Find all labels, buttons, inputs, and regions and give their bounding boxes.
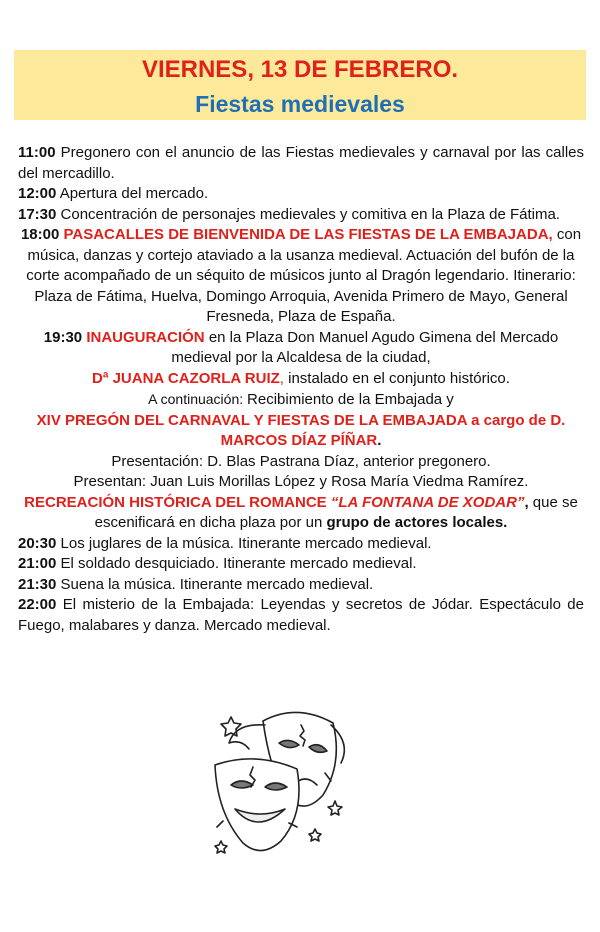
- schedule-item-2030: [18, 534, 584, 555]
- schedule-item-2200: [18, 595, 584, 636]
- description: instalado en el conjunto histórico.: [283, 369, 510, 387]
- host-comma: ,: [279, 369, 284, 387]
- schedule-item-1930: [18, 328, 584, 369]
- description: Concentración de personajes medievales y comitiva en la Plaza de Fátima.: [56, 205, 560, 223]
- recreation-comma: ,: [524, 493, 529, 511]
- time: 20:30: [18, 534, 57, 552]
- schedule-item-1730: [18, 205, 584, 226]
- page-title: VIERNES, 13 DE FEBRERO.: [141, 56, 459, 83]
- schedule-item-1100: [18, 143, 584, 184]
- event-title: INAUGURACIÓN: [86, 328, 205, 346]
- schedule-item-2100: [18, 554, 584, 575]
- page-subtitle: Fiestas medievales: [195, 91, 405, 117]
- schedule-item-1800: [18, 225, 584, 328]
- schedule-item-1200: [18, 184, 584, 205]
- time: 18:00: [20, 226, 64, 243]
- next-event: [18, 389, 584, 411]
- pregon-title: XIV PREGÓN DEL CARNAVAL Y FIESTAS DE LA EMBAJADA a cargo de D. MARCOS DÍAZ PÍÑAR: [36, 411, 566, 449]
- schedule: [18, 143, 584, 636]
- recreation-title: RECREACIÓN HISTÓRICA DEL ROMANCE: [24, 493, 331, 511]
- event-title: PASACALLES DE BIENVENIDA DE LAS FIESTAS DE LA EMBAJADA,: [63, 226, 553, 243]
- description: Pregonero con el anuncio de las Fiestas medievales y carnaval por las calles del mercadillo.: [18, 144, 584, 182]
- pregon: [18, 411, 584, 452]
- next-prefix: A continuación:: [148, 391, 248, 407]
- next-text: Recibimiento de la Embajada y: [247, 391, 454, 408]
- presentation: Presentación: D. Blas Pastrana Díaz, anterior pregonero.: [111, 452, 491, 470]
- time: 21:30: [18, 575, 57, 593]
- description: en la Plaza Don Manuel Agudo Gimena del Mercado medieval por la Alcaldesa de la ciudad,: [171, 328, 559, 366]
- host-name: Dª JUANA CAZORLA RUIZ: [92, 369, 280, 387]
- recreation: [18, 493, 584, 534]
- pregon-dot: .: [377, 432, 382, 449]
- time: 11:00: [18, 144, 56, 161]
- time: 12:00: [18, 185, 57, 202]
- time: 17:30: [18, 205, 57, 223]
- theater-masks-icon: [205, 703, 355, 861]
- time: 22:00: [18, 596, 57, 613]
- description: Apertura del mercado.: [56, 185, 209, 202]
- schedule-item-2130: [18, 575, 584, 596]
- time: 19:30: [43, 328, 87, 346]
- time: 21:00: [18, 555, 57, 572]
- presenters: Presentan: Juan Luis Morillas López y Rosa María Viedma Ramírez.: [73, 473, 529, 490]
- recreation-name: “LA FONTANA DE XODAR”: [330, 493, 525, 511]
- inauguration-host: [18, 369, 584, 390]
- description: El soldado desquiciado. Itinerante mercado medieval.: [56, 555, 417, 572]
- description: Suena la música. Itinerante mercado medieval.: [56, 575, 374, 593]
- recreation-group: grupo de actores locales.: [326, 514, 508, 531]
- description: Los juglares de la música. Itinerante mercado medieval.: [56, 534, 432, 552]
- description: El misterio de la Embajada: Leyendas y secretos de Jódar. Espectáculo de Fuego, malabares y danza. Mercado medieval.: [18, 596, 584, 634]
- description: que se escenificará en dicha plaza por un: [94, 493, 578, 531]
- description: con música, danzas y cortejo ataviado a la usanza medieval. Actuación del bufón de la corte acompañado de un séquito de músicos junto al Dragón legendario. Itinerario: Plaza de Fátima, Huelva, Domingo Arroquia, Avenida Primero de Mayo, General Fresneda, Plaza de España.: [26, 226, 582, 325]
